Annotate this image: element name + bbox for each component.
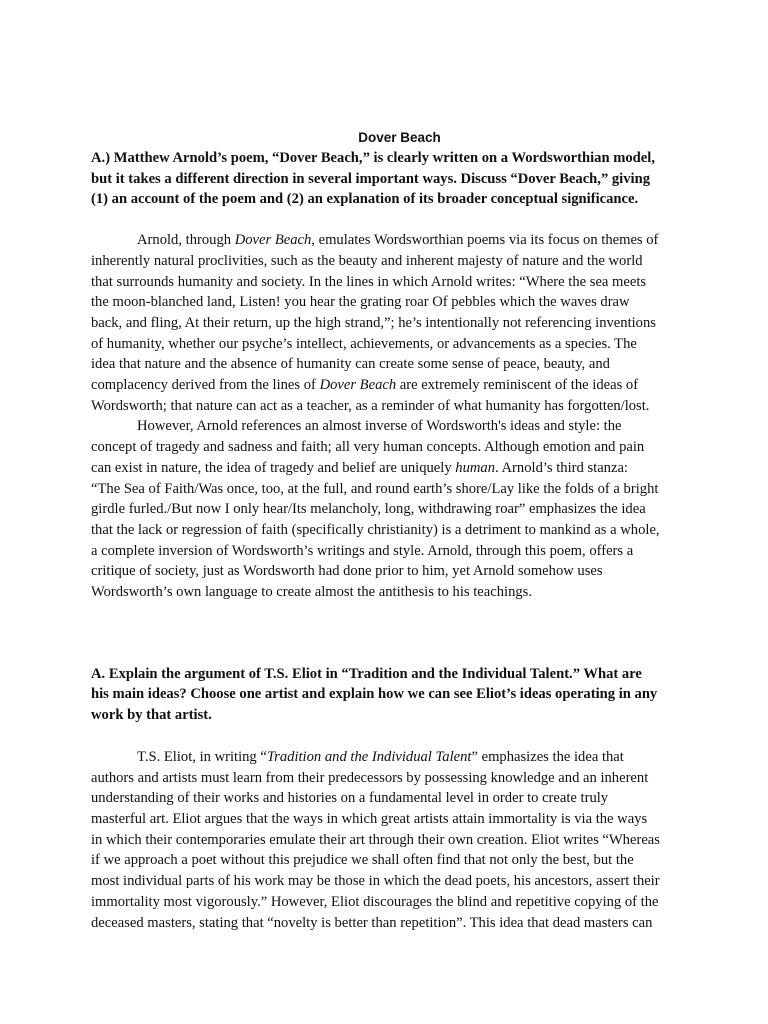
paragraph-line: inherently natural proclivities, such as the beauty and inherent majesty of nature and the world <box>91 252 643 269</box>
paragraph-line: understanding of their works and histories on a fundamental level in order to create truly <box>91 790 609 807</box>
italic-title: Dover Beach <box>234 232 312 249</box>
paragraph-line: T.S. Eliot, in writing “Tradition and the Individual Talent” emphasizes the idea that <box>137 748 624 765</box>
question-1-line: A.) Matthew Arnold’s poem, “Dover Beach,” is clearly written on a Wordsworthian model, <box>91 150 655 166</box>
italic-word: human <box>455 459 496 476</box>
question-2 <box>91 664 682 726</box>
paragraph-line: However, Arnold references an almost inverse of Wordsworth's ideas and style: the <box>137 418 622 435</box>
paragraph-line: if we approach a poet without this prejudice we shall often find that not only the best, but the <box>91 852 634 869</box>
paragraph-line: authors and artists must learn from their predecessors by possessing knowledge and an inherent <box>91 769 649 786</box>
italic-title: Tradition and the Individual Talent <box>266 748 472 765</box>
paragraph-line: Wordsworth; that nature can act as a teacher, as a reminder of what humanity has forgotten/lost. <box>91 397 650 414</box>
paragraph-line: masterful art. Eliot argues that the ways in which great artists attain immortality is via the ways <box>91 810 648 827</box>
paragraph-line: deceased masters, stating that “novelty is better than repetition”. This idea that dead masters can <box>91 914 653 931</box>
paragraph-line: Wordsworth’s own language to create almost the antithesis to his teachings. <box>91 584 532 601</box>
question-1-line: (1) an account of the poem and (2) an explanation of its broader conceptual significance. <box>91 191 639 208</box>
question-1-line: but it takes a different direction in several important ways. Discuss “Dover Beach,” giving <box>91 170 651 187</box>
paragraph-line: idea that nature and the absence of humanity can create some sense of peace, beauty, and <box>91 356 610 373</box>
answer-1-paragraph-2 <box>91 416 682 602</box>
paragraph-line: concept of tragedy and sadness and faith; all very human concepts. Although emotion and pain <box>91 439 645 456</box>
question-2-line: his main ideas? Choose one artist and explain how we can see Eliot’s ideas operating in any <box>91 686 658 703</box>
paragraph-line: that surrounds humanity and society. In the lines in which Arnold writes: “Where the sea meets <box>91 273 647 290</box>
paragraph-line: of humanity, whether our psyche’s intellect, achievements, or advancements as a species. The <box>91 335 637 352</box>
answer-1-paragraph-1 <box>91 230 682 416</box>
paragraph-line: girdle furled./But now I only hear/Its melancholy, long, withdrawing roar” emphasizes the idea <box>91 501 646 518</box>
question-2-line: work by that artist. <box>91 707 212 724</box>
paragraph-line: can exist in nature, the idea of tragedy and belief are uniquely human. Arnold’s third stanza: <box>91 459 628 476</box>
answer-2-paragraph-1 <box>91 747 682 933</box>
question-1 <box>91 148 682 210</box>
paragraph-line: immortality most vigorously.” However, Eliot discourages the blind and repetitive copying of the <box>91 893 659 910</box>
paragraph-line: back, and fling, At their return, up the high strand,”; he’s intentionally not referencing inventions <box>91 314 656 331</box>
italic-title: Dover Beach <box>319 377 397 394</box>
paragraph-line: Arnold, through Dover Beach, emulates Wordsworthian poems via its focus on themes of <box>137 232 659 249</box>
paragraph-line: complacency derived from the lines of Dover Beach are extremely reminiscent of the ideas of <box>91 377 639 394</box>
paragraph-line: in which their contemporaries emulate their art through their own creation. Eliot writes “Whereas <box>91 831 660 848</box>
paragraph-line: most individual parts of his work may be those in which the dead poets, his ancestors, assert their <box>91 873 660 890</box>
paragraph-line: critique of society, just as Wordsworth had done prior to him, yet Arnold somehow uses <box>91 563 603 580</box>
paragraph-line: that the lack or regression of faith (specifically christianity) is a detriment to mankind as a whole, <box>91 521 660 538</box>
question-2-line: A. Explain the argument of T.S. Eliot in “Tradition and the Individual Talent.” What are <box>91 665 642 682</box>
paragraph-line: “The Sea of Faith/Was once, too, at the full, and round earth’s shore/Lay like the folds of a bright <box>91 480 659 497</box>
paragraph-line: a complete inversion of Wordsworth’s writings and style. Arnold, through this poem, offers a <box>91 542 634 559</box>
document-title: Dover Beach <box>358 130 441 145</box>
paragraph-line: the moon-blanched land, Listen! you hear the grating roar Of pebbles which the waves draw <box>91 294 630 311</box>
